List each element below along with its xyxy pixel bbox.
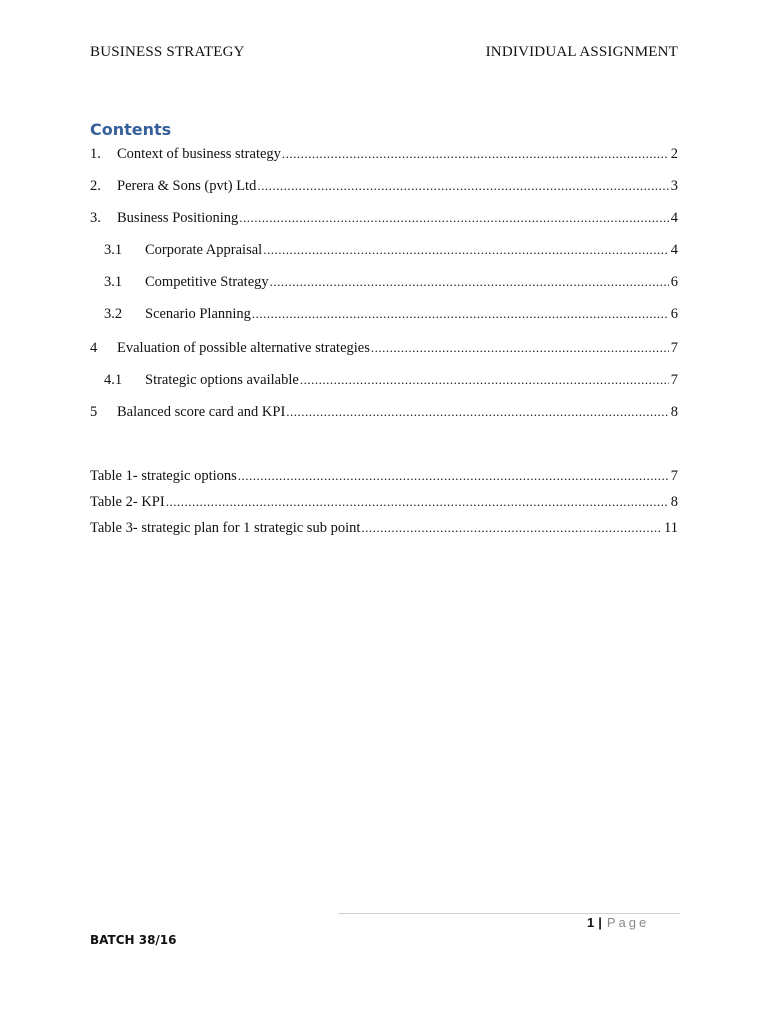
toc-entry-page: 6 [670,274,678,290]
toc-entry[interactable] [104,273,678,291]
toc-entry[interactable] [104,371,678,389]
toc-dot-leader [270,273,669,291]
toc-entry[interactable] [90,339,678,357]
toc-entry[interactable] [104,305,678,323]
toc-dot-leader [238,467,669,485]
toc-entry[interactable] [90,145,678,163]
toc-entry-title: Balanced score card and KPI [117,404,286,420]
footer-divider [338,913,680,914]
toc-dot-leader [371,339,669,357]
toc-dot-leader [239,209,668,227]
header-left: BUSINESS STRATEGY [90,44,245,60]
table-list-entry[interactable] [90,493,678,511]
toc-dot-leader [257,177,668,195]
toc-entry-number: 2. [90,178,101,194]
toc-entry[interactable] [90,403,678,421]
toc-entry-title: Perera & Sons (pvt) Ltd [117,178,257,194]
batch-label: BATCH 38/16 [90,933,177,947]
page-number: 1 [587,915,595,930]
toc-entry-page: 7 [670,372,678,388]
toc-dot-leader [300,371,669,389]
toc-entry-page: 6 [670,306,678,322]
toc-entry-title: Corporate Appraisal [145,242,263,258]
toc-entry-page: 2 [670,146,678,162]
toc-entry-number: 1. [90,146,101,162]
page-label: Page [606,915,650,930]
toc-entry-page: 3 [670,178,678,194]
toc-entry-number: 3. [90,210,101,226]
toc-entry[interactable] [104,241,678,259]
toc-entry-page: 4 [670,242,678,258]
toc-entry-title: Strategic options available [145,372,299,388]
table-list-page: 8 [670,494,678,510]
toc-entry-title: Context of business strategy [117,146,281,162]
toc-dot-leader [282,145,669,163]
table-list-page: 11 [664,520,678,536]
table-list-entry[interactable] [90,467,678,485]
toc-entry[interactable] [90,177,678,195]
toc-entry-number: 3.2 [104,306,123,322]
toc-entry-title: Business Positioning [117,210,239,226]
toc-entry-title: Evaluation of possible alternative strategies [117,340,370,356]
toc-entry-page: 7 [670,340,678,356]
toc-entry-page: 8 [670,404,678,420]
table-list-page: 7 [670,468,678,484]
toc-entry-page: 4 [670,210,678,226]
toc-entry-title: Competitive Strategy [145,274,269,290]
footer-page-number [587,915,649,930]
header-right: INDIVIDUAL ASSIGNMENT [485,44,678,60]
toc-entry-number: 3.1 [104,242,123,258]
toc-dot-leader [263,241,669,259]
table-list-title: Table 1- strategic options [90,468,237,484]
toc-entry-number: 4 [90,340,98,356]
toc-entry-number: 4.1 [104,372,123,388]
toc-dot-leader [166,493,669,511]
table-list-title: Table 2- KPI [90,494,165,510]
toc-dot-leader [286,403,668,421]
toc-dot-leader [361,519,662,537]
table-list-entry[interactable] [90,519,678,537]
page-separator: | [598,915,602,930]
toc-entry-title: Scenario Planning [145,306,251,322]
toc-entry[interactable] [90,209,678,227]
toc-entry-number: 5 [90,404,98,420]
table-list-title: Table 3- strategic plan for 1 strategic sub point [90,520,361,536]
toc-dot-leader [252,305,669,323]
contents-heading: Contents [90,120,172,139]
toc-entry-number: 3.1 [104,274,123,290]
